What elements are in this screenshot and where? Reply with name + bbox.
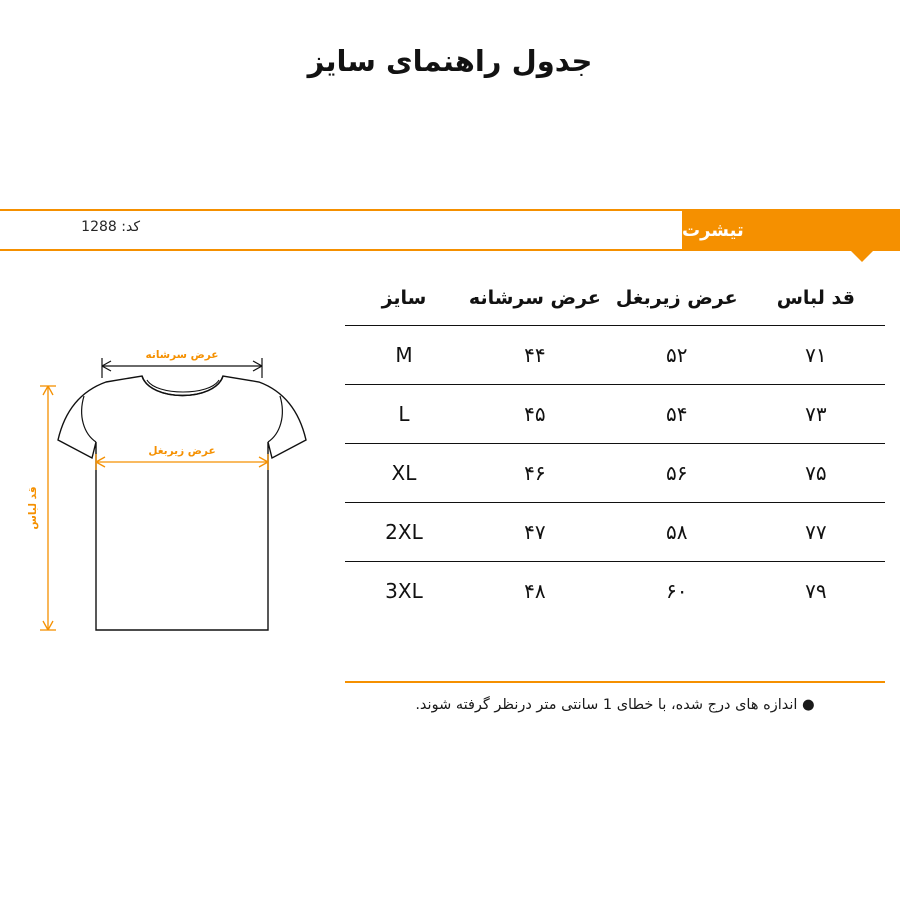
- cell-size: M: [345, 326, 463, 385]
- cell-shoulder: ۴۷: [463, 503, 607, 562]
- category-tab: تیشرت: [682, 209, 900, 251]
- cell-length: ۷۷: [747, 503, 885, 562]
- cell-chest: ۵۸: [607, 503, 747, 562]
- tshirt-diagram: [10, 330, 340, 670]
- cell-shoulder: ۴۵: [463, 385, 607, 444]
- length-label: قد لباس: [27, 486, 39, 530]
- header-chest: عرض زیربغل: [615, 287, 738, 309]
- cell-length: ۷۱: [747, 326, 885, 385]
- cell-chest: ۵۶: [607, 444, 747, 503]
- table-row: [345, 562, 885, 621]
- table-row: [345, 385, 885, 444]
- footnote-rule: [345, 681, 885, 683]
- cell-shoulder: ۴۸: [463, 562, 607, 621]
- cell-length: ۷۹: [747, 562, 885, 621]
- cell-size: L: [345, 385, 463, 444]
- product-code: کد: 1288: [81, 219, 140, 235]
- footnote-text: ● اندازه های درج شده، با خطای 1 سانتی متر درنظر گرفته شوند.: [415, 697, 815, 713]
- cell-chest: ۵۲: [607, 326, 747, 385]
- header-size: سایز: [381, 287, 427, 309]
- shoulder-measure-line: [102, 358, 262, 378]
- cell-chest: ۵۴: [607, 385, 747, 444]
- length-measure-line: [40, 386, 56, 630]
- cell-chest: ۶۰: [607, 562, 747, 621]
- header-shoulder: عرض سرشانه: [468, 287, 601, 309]
- cell-size: XL: [345, 444, 463, 503]
- table-header-row: [345, 283, 885, 326]
- category-bar: [0, 209, 900, 251]
- table-row: [345, 444, 885, 503]
- size-table: [345, 283, 885, 620]
- header-length: قد لباس: [776, 287, 855, 309]
- shoulder-label: عرض سرشانه: [145, 349, 219, 361]
- page-title: جدول راهنمای سایز: [307, 44, 593, 78]
- size-table-container: [345, 283, 885, 620]
- cell-length: ۷۳: [747, 385, 885, 444]
- cell-shoulder: ۴۶: [463, 444, 607, 503]
- cell-size: 2XL: [345, 503, 463, 562]
- cell-length: ۷۵: [747, 444, 885, 503]
- cell-shoulder: ۴۴: [463, 326, 607, 385]
- table-row: [345, 503, 885, 562]
- table-row: [345, 326, 885, 385]
- tshirt-outline: [58, 376, 306, 630]
- chest-label: عرض زیربغل: [148, 445, 216, 457]
- cell-size: 3XL: [345, 562, 463, 621]
